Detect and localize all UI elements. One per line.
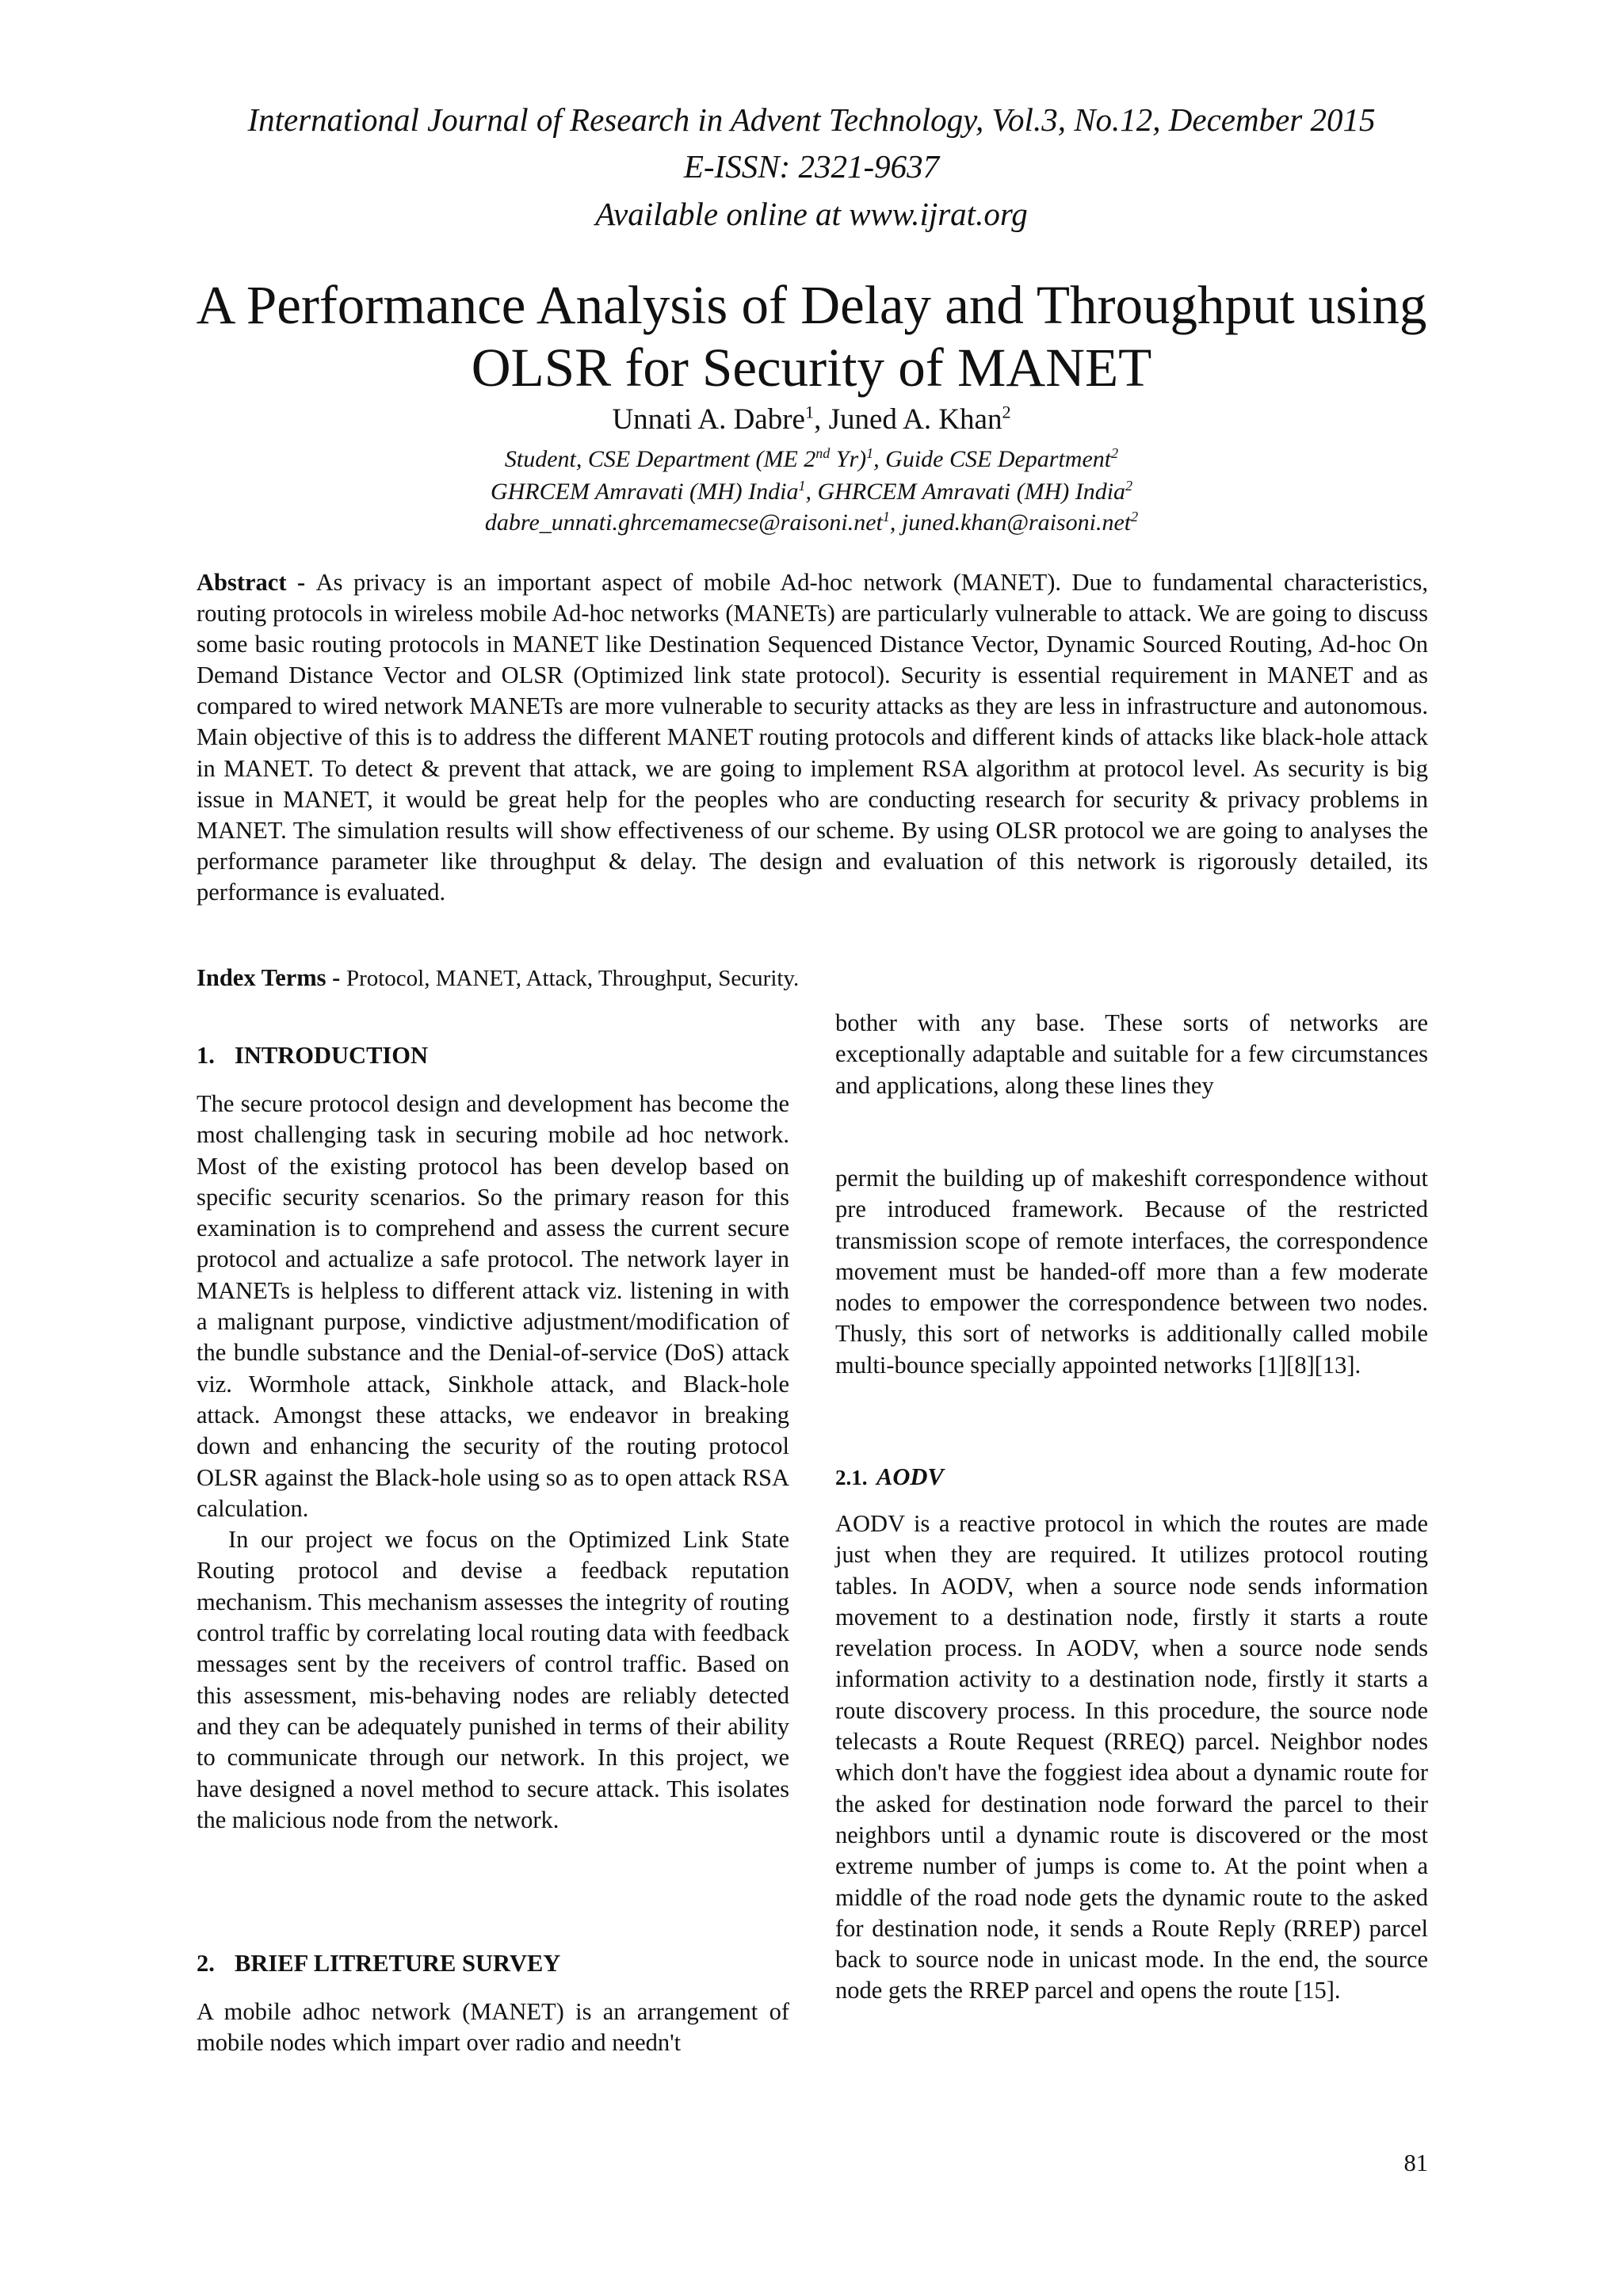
paragraph: permit the building up of makeshift correspondence without pre introduced framework. Because of the restricted transmission scope of remote interfaces, the correspondence movement must be handed-off more than a few moderate nodes to empower the correspondence between two nodes. Thusly, this sort of networks is additionally called mobile multi-bounce specially appointed networks [1][8][13]. xyxy=(835,1165,1428,1379)
affiliation-text: , GHRCEM Amravati (MH) India xyxy=(805,479,1126,505)
index-terms-label: Index Terms - xyxy=(197,964,346,991)
paragraph: A mobile adhoc network (MANET) is an arrangement of mobile nodes which impart over radio and needn't xyxy=(197,1998,789,2057)
section-heading-introduction xyxy=(197,1039,428,1071)
literature-survey-body xyxy=(197,1997,789,2059)
affiliation-superscript: 2 xyxy=(1111,445,1119,461)
paragraph: The secure protocol design and development has become the most challenging task in securing mobile ad hoc network. Most of the existing protocol has been develop based on specific security scenarios. So the primary reason for this examination is to comprehend and assess the current secure protocol and actualize a safe protocol. The network layer in MANETs is helpless to different attack viz. listening in with a malignant purpose, vindictive adjustment/modification of the bundle substance and the Denial-of-service (DoS) attack viz. Wormhole attack, Sinkhole attack, and Black-hole attack. Amongst these attacks, we endeavor in breaking down and enhancing the security of the routing protocol OLSR against the Black-hole using so as to open attack RSA calculation. xyxy=(197,1090,789,1522)
affiliation-superscript: 1 xyxy=(882,509,890,524)
abstract xyxy=(197,567,1428,908)
affiliation-email-line xyxy=(0,508,1623,538)
paragraph: bother with any base. These sorts of networks are exceptionally adaptable and suitable for a few circumstances and applications, along these lines they xyxy=(835,1009,1428,1099)
ordinal-suffix: nd xyxy=(815,445,831,461)
section-heading-literature-survey xyxy=(197,1947,560,1979)
page-number: 81 xyxy=(1403,2149,1428,2176)
affiliation-text: GHRCEM Amravati (MH) India xyxy=(490,479,799,505)
author-name: Juned A. Khan xyxy=(828,403,1002,436)
affiliation-superscript: 2 xyxy=(1125,478,1133,494)
author-superscript: 1 xyxy=(804,402,815,422)
affiliation-text: , Guide CSE Department xyxy=(873,446,1112,472)
section-title: AODV xyxy=(876,1463,944,1490)
author-email: dabre_unnati.ghrcemamecse@raisoni.net xyxy=(484,509,883,536)
affiliation-superscript: 2 xyxy=(1131,509,1139,524)
abstract-label: Abstract - xyxy=(197,569,316,596)
index-terms xyxy=(197,962,1428,994)
literature-survey-continued xyxy=(835,1008,1428,1101)
literature-survey-continued-2 xyxy=(835,1163,1428,1381)
abstract-text: As privacy is an important aspect of mobile Ad-hoc network (MANET). Due to fundamental characteristics, routing protocols in wireless mobile Ad-hoc networks (MANETs) are particularly vulnerable to attack. We are going to discuss some basic routing protocols in MANET like Destination Sequenced Distance Vector, Dynamic Sourced Routing, Ad-hoc On Demand Distance Vector and OLSR (Optimized link state protocol). Security is essential requirement in MANET and as compared to wired network MANETs are more vulnerable to security attacks as they are less in infrastructure and autonomous. Main objective of this is to address the different MANET routing protocols and different kinds of attacks like black-hole attack in MANET. To detect & prevent that attack, we are going to implement RSA algorithm at protocol level. As security is big issue in MANET, it would be great help for the peoples who are conducting research for security & privacy problems in MANET. The simulation results will show effectiveness of our scheme. By using OLSR protocol we are going to analyses the performance parameter like throughput & delay. The design and evaluation of this network is rigorously detailed, its performance is evaluated. xyxy=(197,569,1428,906)
affiliation-role-line xyxy=(0,444,1623,475)
section-title: INTRODUCTION xyxy=(235,1042,429,1069)
availability-line: Available online at www.ijrat.org xyxy=(595,196,1028,232)
author-superscript: 2 xyxy=(1002,402,1011,422)
author-list xyxy=(0,402,1623,437)
section-title: BRIEF LITRETURE SURVEY xyxy=(235,1950,561,1977)
author-email: , juned.khan@raisoni.net xyxy=(889,509,1132,536)
journal-header: International Journal of Research in Advent Technology, Vol.3, No.12, December 2015 xyxy=(247,101,1376,138)
affiliation-superscript: 1 xyxy=(866,445,874,461)
introduction-body xyxy=(197,1089,789,1836)
issn-line: E-ISSN: 2321-9637 xyxy=(683,148,940,185)
paragraph: AODV is a reactive protocol in which the routes are made just when they are required. It utilizes protocol routing tables. In AODV, when a source node sends information movement to a destination node, firstly it starts a route revelation process. In AODV, when a source node sends information activity to a destination node, firstly it starts a route discovery process. In this procedure, the source node telecasts a Route Request (RREQ) parcel. Neighbor nodes which don't have the foggiest idea about a dynamic route for the asked for destination node forward the parcel to their neighbors until a dynamic route is discovered or the most extreme number of jumps is come to. At the point when a middle of the road node gets the dynamic route to the asked for destination node, it sends a Route Reply (RREP) parcel back to source node in unicast mode. In the end, the source node gets the RREP parcel and opens the route [15]. xyxy=(835,1510,1428,2004)
section-number: 2.1. xyxy=(835,1466,868,1489)
section-number: 2. xyxy=(197,1950,215,1977)
author-separator: , xyxy=(814,403,829,436)
aodv-body xyxy=(835,1508,1428,2007)
affiliation-superscript: 1 xyxy=(798,478,806,494)
paper-title-line-2: OLSR for Security of MANET xyxy=(471,338,1152,398)
index-terms-text: Protocol, MANET, Attack, Throughput, Security. xyxy=(346,966,800,991)
affiliation-text: Yr) xyxy=(830,446,867,472)
affiliation-text: Student, CSE Department (ME 2 xyxy=(504,446,816,472)
author-name: Unnati A. Dabre xyxy=(612,403,805,436)
subsection-heading-aodv xyxy=(835,1461,944,1493)
affiliation-institution-line xyxy=(0,477,1623,507)
section-number: 1. xyxy=(197,1042,215,1069)
paragraph: In our project we focus on the Optimized Link State Routing protocol and devise a feedback reputation mechanism. This mechanism assesses the integrity of routing control traffic by correlating local routing data with feedback messages sent by the receivers of control traffic. Based on this assessment, mis-behaving nodes are reliably detected and they can be adequately punished in terms of their ability to communicate through our network. In this project, we have designed a novel method to secure attack. This isolates the malicious node from the network. xyxy=(197,1526,789,1833)
paper-title-line-1: A Performance Analysis of Delay and Throughput using xyxy=(196,275,1427,335)
